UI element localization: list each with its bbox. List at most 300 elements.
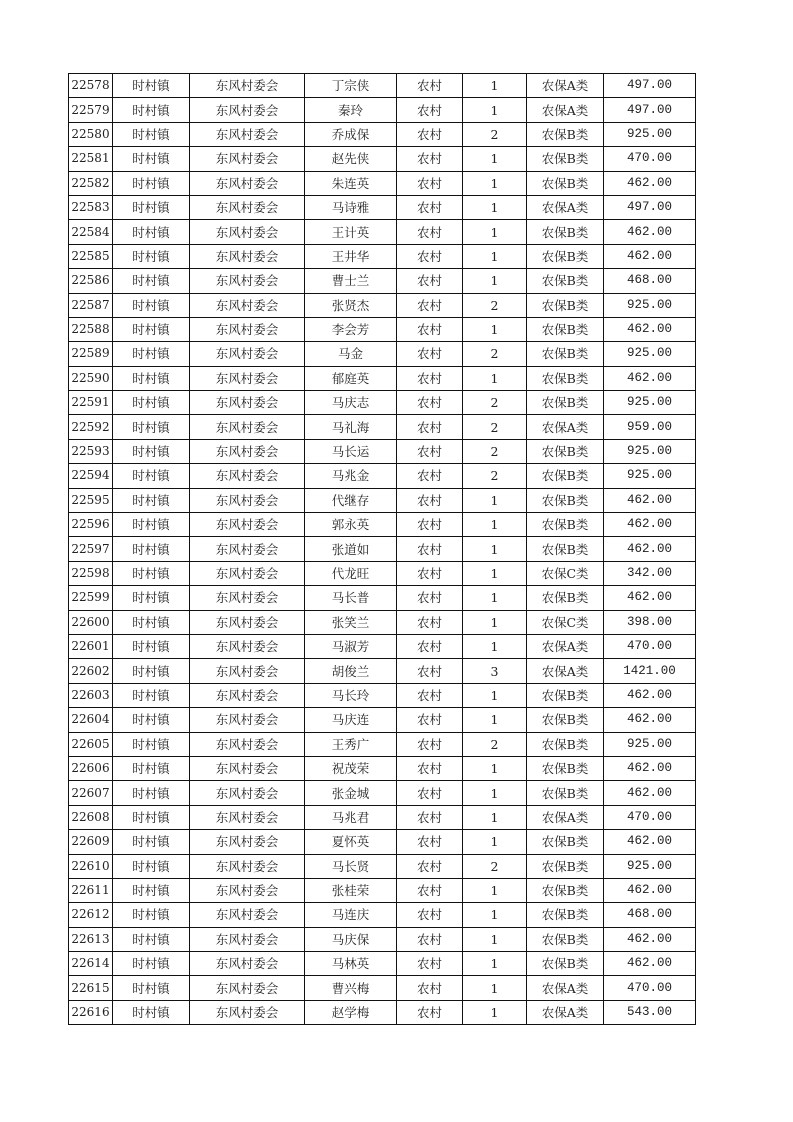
village-committee-cell: 东风村委会: [190, 732, 305, 756]
insurance-category-cell: 农保B类: [527, 732, 604, 756]
member-count-cell: 1: [463, 1000, 527, 1024]
person-name-cell: 朱连英: [305, 171, 397, 195]
person-name-cell: 曹士兰: [305, 269, 397, 293]
record-id-cell: 22603: [69, 683, 113, 707]
table-row: [69, 854, 696, 878]
town-cell: 时村镇: [113, 171, 190, 195]
household-type-cell: 农村: [397, 293, 463, 317]
person-name-cell: 秦玲: [305, 98, 397, 122]
table-row: [69, 98, 696, 122]
village-committee-cell: 东风村委会: [190, 708, 305, 732]
amount-cell: 925.00: [604, 732, 696, 756]
amount-cell: 925.00: [604, 342, 696, 366]
member-count-cell: 1: [463, 561, 527, 585]
insurance-category-cell: 农保A类: [527, 74, 604, 98]
household-type-cell: 农村: [397, 805, 463, 829]
table-row: [69, 586, 696, 610]
member-count-cell: 1: [463, 610, 527, 634]
record-id-cell: 22590: [69, 366, 113, 390]
person-name-cell: 丁宗侠: [305, 74, 397, 98]
member-count-cell: 1: [463, 269, 527, 293]
household-type-cell: 农村: [397, 317, 463, 341]
town-cell: 时村镇: [113, 147, 190, 171]
member-count-cell: 2: [463, 732, 527, 756]
record-id-cell: 22589: [69, 342, 113, 366]
member-count-cell: 1: [463, 634, 527, 658]
insurance-category-cell: 农保B类: [527, 366, 604, 390]
household-type-cell: 农村: [397, 439, 463, 463]
household-type-cell: 农村: [397, 415, 463, 439]
insurance-category-cell: 农保B类: [527, 244, 604, 268]
village-committee-cell: 东风村委会: [190, 366, 305, 390]
village-committee-cell: 东风村委会: [190, 854, 305, 878]
member-count-cell: 1: [463, 683, 527, 707]
town-cell: 时村镇: [113, 366, 190, 390]
amount-cell: 462.00: [604, 830, 696, 854]
record-id-cell: 22583: [69, 195, 113, 219]
household-type-cell: 农村: [397, 342, 463, 366]
table-row: [69, 122, 696, 146]
town-cell: 时村镇: [113, 952, 190, 976]
household-type-cell: 农村: [397, 561, 463, 585]
town-cell: 时村镇: [113, 220, 190, 244]
town-cell: 时村镇: [113, 1000, 190, 1024]
amount-cell: 470.00: [604, 805, 696, 829]
member-count-cell: 1: [463, 586, 527, 610]
household-type-cell: 农村: [397, 659, 463, 683]
record-id-cell: 22579: [69, 98, 113, 122]
table-row: [69, 708, 696, 732]
record-id-cell: 22609: [69, 830, 113, 854]
town-cell: 时村镇: [113, 488, 190, 512]
member-count-cell: 1: [463, 317, 527, 341]
household-type-cell: 农村: [397, 147, 463, 171]
amount-cell: 1421.00: [604, 659, 696, 683]
household-type-cell: 农村: [397, 903, 463, 927]
table-row: [69, 805, 696, 829]
insurance-category-cell: 农保B类: [527, 269, 604, 293]
village-committee-cell: 东风村委会: [190, 537, 305, 561]
town-cell: 时村镇: [113, 122, 190, 146]
records-table: [68, 73, 696, 1025]
insurance-category-cell: 农保B类: [527, 122, 604, 146]
record-id-cell: 22595: [69, 488, 113, 512]
record-id-cell: 22581: [69, 147, 113, 171]
table-row: [69, 293, 696, 317]
member-count-cell: 2: [463, 854, 527, 878]
household-type-cell: 农村: [397, 513, 463, 537]
household-type-cell: 农村: [397, 683, 463, 707]
amount-cell: 462.00: [604, 366, 696, 390]
member-count-cell: 2: [463, 464, 527, 488]
village-committee-cell: 东风村委会: [190, 927, 305, 951]
table-row: [69, 74, 696, 98]
member-count-cell: 1: [463, 708, 527, 732]
person-name-cell: 胡俊兰: [305, 659, 397, 683]
table-row: [69, 732, 696, 756]
town-cell: 时村镇: [113, 244, 190, 268]
person-name-cell: 王井华: [305, 244, 397, 268]
person-name-cell: 马兆君: [305, 805, 397, 829]
person-name-cell: 郭永英: [305, 513, 397, 537]
village-committee-cell: 东风村委会: [190, 659, 305, 683]
record-id-cell: 22591: [69, 391, 113, 415]
record-id-cell: 22605: [69, 732, 113, 756]
town-cell: 时村镇: [113, 634, 190, 658]
person-name-cell: 马金: [305, 342, 397, 366]
amount-cell: 462.00: [604, 683, 696, 707]
amount-cell: 497.00: [604, 74, 696, 98]
person-name-cell: 代继存: [305, 488, 397, 512]
amount-cell: 925.00: [604, 439, 696, 463]
member-count-cell: 1: [463, 830, 527, 854]
amount-cell: 462.00: [604, 927, 696, 951]
record-id-cell: 22597: [69, 537, 113, 561]
insurance-category-cell: 农保B类: [527, 683, 604, 707]
household-type-cell: 农村: [397, 391, 463, 415]
amount-cell: 470.00: [604, 147, 696, 171]
table-row: [69, 244, 696, 268]
person-name-cell: 郁庭英: [305, 366, 397, 390]
village-committee-cell: 东风村委会: [190, 415, 305, 439]
town-cell: 时村镇: [113, 391, 190, 415]
insurance-category-cell: 农保A类: [527, 659, 604, 683]
record-id-cell: 22587: [69, 293, 113, 317]
record-id-cell: 22615: [69, 976, 113, 1000]
village-committee-cell: 东风村委会: [190, 220, 305, 244]
town-cell: 时村镇: [113, 586, 190, 610]
table-row: [69, 903, 696, 927]
member-count-cell: 2: [463, 439, 527, 463]
amount-cell: 462.00: [604, 220, 696, 244]
insurance-category-cell: 农保B类: [527, 854, 604, 878]
town-cell: 时村镇: [113, 342, 190, 366]
village-committee-cell: 东风村委会: [190, 98, 305, 122]
amount-cell: 462.00: [604, 488, 696, 512]
insurance-category-cell: 农保B类: [527, 586, 604, 610]
person-name-cell: 马连庆: [305, 903, 397, 927]
record-id-cell: 22608: [69, 805, 113, 829]
person-name-cell: 马兆金: [305, 464, 397, 488]
person-name-cell: 马庆连: [305, 708, 397, 732]
amount-cell: 462.00: [604, 317, 696, 341]
person-name-cell: 马诗雅: [305, 195, 397, 219]
village-committee-cell: 东风村委会: [190, 74, 305, 98]
person-name-cell: 马长玲: [305, 683, 397, 707]
household-type-cell: 农村: [397, 976, 463, 1000]
table-row: [69, 391, 696, 415]
town-cell: 时村镇: [113, 683, 190, 707]
amount-cell: 468.00: [604, 269, 696, 293]
table-row: [69, 171, 696, 195]
record-id-cell: 22582: [69, 171, 113, 195]
village-committee-cell: 东风村委会: [190, 195, 305, 219]
village-committee-cell: 东风村委会: [190, 269, 305, 293]
town-cell: 时村镇: [113, 903, 190, 927]
household-type-cell: 农村: [397, 732, 463, 756]
town-cell: 时村镇: [113, 732, 190, 756]
person-name-cell: 赵学梅: [305, 1000, 397, 1024]
town-cell: 时村镇: [113, 878, 190, 902]
person-name-cell: 代龙旺: [305, 561, 397, 585]
person-name-cell: 李会芳: [305, 317, 397, 341]
person-name-cell: 乔成保: [305, 122, 397, 146]
village-committee-cell: 东风村委会: [190, 756, 305, 780]
insurance-category-cell: 农保A类: [527, 415, 604, 439]
amount-cell: 462.00: [604, 952, 696, 976]
record-id-cell: 22598: [69, 561, 113, 585]
person-name-cell: 马淑芳: [305, 634, 397, 658]
table-row: [69, 756, 696, 780]
table-row: [69, 561, 696, 585]
household-type-cell: 农村: [397, 537, 463, 561]
household-type-cell: 农村: [397, 878, 463, 902]
household-type-cell: 农村: [397, 366, 463, 390]
village-committee-cell: 东风村委会: [190, 391, 305, 415]
household-type-cell: 农村: [397, 927, 463, 951]
insurance-category-cell: 农保B类: [527, 391, 604, 415]
town-cell: 时村镇: [113, 927, 190, 951]
amount-cell: 470.00: [604, 634, 696, 658]
table-row: [69, 830, 696, 854]
household-type-cell: 农村: [397, 122, 463, 146]
table-row: [69, 781, 696, 805]
village-committee-cell: 东风村委会: [190, 513, 305, 537]
table-row: [69, 415, 696, 439]
household-type-cell: 农村: [397, 171, 463, 195]
insurance-category-cell: 农保B类: [527, 147, 604, 171]
household-type-cell: 农村: [397, 952, 463, 976]
town-cell: 时村镇: [113, 415, 190, 439]
household-type-cell: 农村: [397, 74, 463, 98]
village-committee-cell: 东风村委会: [190, 122, 305, 146]
amount-cell: 462.00: [604, 708, 696, 732]
town-cell: 时村镇: [113, 317, 190, 341]
amount-cell: 470.00: [604, 976, 696, 1000]
town-cell: 时村镇: [113, 561, 190, 585]
record-id-cell: 22578: [69, 74, 113, 98]
amount-cell: 925.00: [604, 293, 696, 317]
insurance-category-cell: 农保B类: [527, 927, 604, 951]
table-row: [69, 927, 696, 951]
town-cell: 时村镇: [113, 805, 190, 829]
insurance-category-cell: 农保B类: [527, 439, 604, 463]
town-cell: 时村镇: [113, 439, 190, 463]
table-row: [69, 878, 696, 902]
amount-cell: 925.00: [604, 122, 696, 146]
household-type-cell: 农村: [397, 708, 463, 732]
town-cell: 时村镇: [113, 659, 190, 683]
village-committee-cell: 东风村委会: [190, 878, 305, 902]
village-committee-cell: 东风村委会: [190, 610, 305, 634]
insurance-category-cell: 农保B类: [527, 878, 604, 902]
town-cell: 时村镇: [113, 854, 190, 878]
village-committee-cell: 东风村委会: [190, 586, 305, 610]
town-cell: 时村镇: [113, 269, 190, 293]
record-id-cell: 22592: [69, 415, 113, 439]
member-count-cell: 1: [463, 537, 527, 561]
person-name-cell: 夏怀英: [305, 830, 397, 854]
insurance-category-cell: 农保A类: [527, 976, 604, 1000]
amount-cell: 497.00: [604, 98, 696, 122]
member-count-cell: 1: [463, 220, 527, 244]
amount-cell: 462.00: [604, 781, 696, 805]
town-cell: 时村镇: [113, 293, 190, 317]
village-committee-cell: 东风村委会: [190, 561, 305, 585]
person-name-cell: 马长普: [305, 586, 397, 610]
insurance-category-cell: 农保B类: [527, 708, 604, 732]
household-type-cell: 农村: [397, 756, 463, 780]
household-type-cell: 农村: [397, 195, 463, 219]
member-count-cell: 1: [463, 147, 527, 171]
person-name-cell: 张道如: [305, 537, 397, 561]
amount-cell: 925.00: [604, 854, 696, 878]
member-count-cell: 2: [463, 122, 527, 146]
person-name-cell: 马长贤: [305, 854, 397, 878]
record-id-cell: 22586: [69, 269, 113, 293]
table-row: [69, 683, 696, 707]
village-committee-cell: 东风村委会: [190, 342, 305, 366]
person-name-cell: 王秀广: [305, 732, 397, 756]
member-count-cell: 1: [463, 756, 527, 780]
person-name-cell: 赵先侠: [305, 147, 397, 171]
town-cell: 时村镇: [113, 513, 190, 537]
person-name-cell: 张贤杰: [305, 293, 397, 317]
village-committee-cell: 东风村委会: [190, 244, 305, 268]
town-cell: 时村镇: [113, 464, 190, 488]
record-id-cell: 22588: [69, 317, 113, 341]
household-type-cell: 农村: [397, 634, 463, 658]
amount-cell: 925.00: [604, 464, 696, 488]
household-type-cell: 农村: [397, 586, 463, 610]
member-count-cell: 1: [463, 781, 527, 805]
member-count-cell: 1: [463, 513, 527, 537]
village-committee-cell: 东风村委会: [190, 830, 305, 854]
record-id-cell: 22596: [69, 513, 113, 537]
village-committee-cell: 东风村委会: [190, 439, 305, 463]
insurance-category-cell: 农保B类: [527, 830, 604, 854]
person-name-cell: 张笑兰: [305, 610, 397, 634]
table-row: [69, 537, 696, 561]
town-cell: 时村镇: [113, 74, 190, 98]
town-cell: 时村镇: [113, 610, 190, 634]
amount-cell: 462.00: [604, 878, 696, 902]
household-type-cell: 农村: [397, 98, 463, 122]
town-cell: 时村镇: [113, 756, 190, 780]
table-body: [69, 74, 696, 1025]
member-count-cell: 1: [463, 171, 527, 195]
record-id-cell: 22601: [69, 634, 113, 658]
table-row: [69, 464, 696, 488]
insurance-category-cell: 农保C类: [527, 610, 604, 634]
household-type-cell: 农村: [397, 610, 463, 634]
insurance-category-cell: 农保B类: [527, 293, 604, 317]
village-committee-cell: 东风村委会: [190, 317, 305, 341]
village-committee-cell: 东风村委会: [190, 464, 305, 488]
table-row: [69, 147, 696, 171]
household-type-cell: 农村: [397, 488, 463, 512]
village-committee-cell: 东风村委会: [190, 781, 305, 805]
table-row: [69, 952, 696, 976]
member-count-cell: 1: [463, 488, 527, 512]
member-count-cell: 1: [463, 976, 527, 1000]
record-id-cell: 22594: [69, 464, 113, 488]
table-row: [69, 317, 696, 341]
insurance-category-cell: 农保C类: [527, 561, 604, 585]
amount-cell: 462.00: [604, 513, 696, 537]
household-type-cell: 农村: [397, 781, 463, 805]
town-cell: 时村镇: [113, 781, 190, 805]
village-committee-cell: 东风村委会: [190, 147, 305, 171]
table-row: [69, 269, 696, 293]
record-id-cell: 22600: [69, 610, 113, 634]
record-id-cell: 22599: [69, 586, 113, 610]
insurance-category-cell: 农保B类: [527, 488, 604, 512]
person-name-cell: 王计英: [305, 220, 397, 244]
amount-cell: 342.00: [604, 561, 696, 585]
table-row: [69, 610, 696, 634]
table-row: [69, 1000, 696, 1024]
person-name-cell: 马庆保: [305, 927, 397, 951]
amount-cell: 543.00: [604, 1000, 696, 1024]
person-name-cell: 曹兴梅: [305, 976, 397, 1000]
village-committee-cell: 东风村委会: [190, 903, 305, 927]
amount-cell: 462.00: [604, 244, 696, 268]
record-id-cell: 22584: [69, 220, 113, 244]
member-count-cell: 2: [463, 415, 527, 439]
table-row: [69, 220, 696, 244]
insurance-category-cell: 农保B类: [527, 317, 604, 341]
amount-cell: 497.00: [604, 195, 696, 219]
household-type-cell: 农村: [397, 854, 463, 878]
village-committee-cell: 东风村委会: [190, 976, 305, 1000]
member-count-cell: 2: [463, 293, 527, 317]
insurance-category-cell: 农保B类: [527, 342, 604, 366]
insurance-category-cell: 农保A类: [527, 634, 604, 658]
table-row: [69, 342, 696, 366]
record-id-cell: 22614: [69, 952, 113, 976]
record-id-cell: 22613: [69, 927, 113, 951]
amount-cell: 462.00: [604, 171, 696, 195]
record-id-cell: 22593: [69, 439, 113, 463]
village-committee-cell: 东风村委会: [190, 952, 305, 976]
insurance-category-cell: 农保B类: [527, 756, 604, 780]
record-id-cell: 22616: [69, 1000, 113, 1024]
member-count-cell: 2: [463, 342, 527, 366]
insurance-category-cell: 农保B类: [527, 220, 604, 244]
table-row: [69, 634, 696, 658]
insurance-category-cell: 农保A类: [527, 98, 604, 122]
town-cell: 时村镇: [113, 98, 190, 122]
record-id-cell: 22606: [69, 756, 113, 780]
member-count-cell: 1: [463, 878, 527, 902]
record-id-cell: 22610: [69, 854, 113, 878]
household-type-cell: 农村: [397, 464, 463, 488]
member-count-cell: 1: [463, 952, 527, 976]
amount-cell: 468.00: [604, 903, 696, 927]
member-count-cell: 1: [463, 244, 527, 268]
village-committee-cell: 东风村委会: [190, 683, 305, 707]
member-count-cell: 1: [463, 98, 527, 122]
person-name-cell: 张金城: [305, 781, 397, 805]
member-count-cell: 1: [463, 366, 527, 390]
village-committee-cell: 东风村委会: [190, 293, 305, 317]
amount-cell: 462.00: [604, 537, 696, 561]
amount-cell: 959.00: [604, 415, 696, 439]
record-id-cell: 22585: [69, 244, 113, 268]
person-name-cell: 马林英: [305, 952, 397, 976]
table-row: [69, 366, 696, 390]
